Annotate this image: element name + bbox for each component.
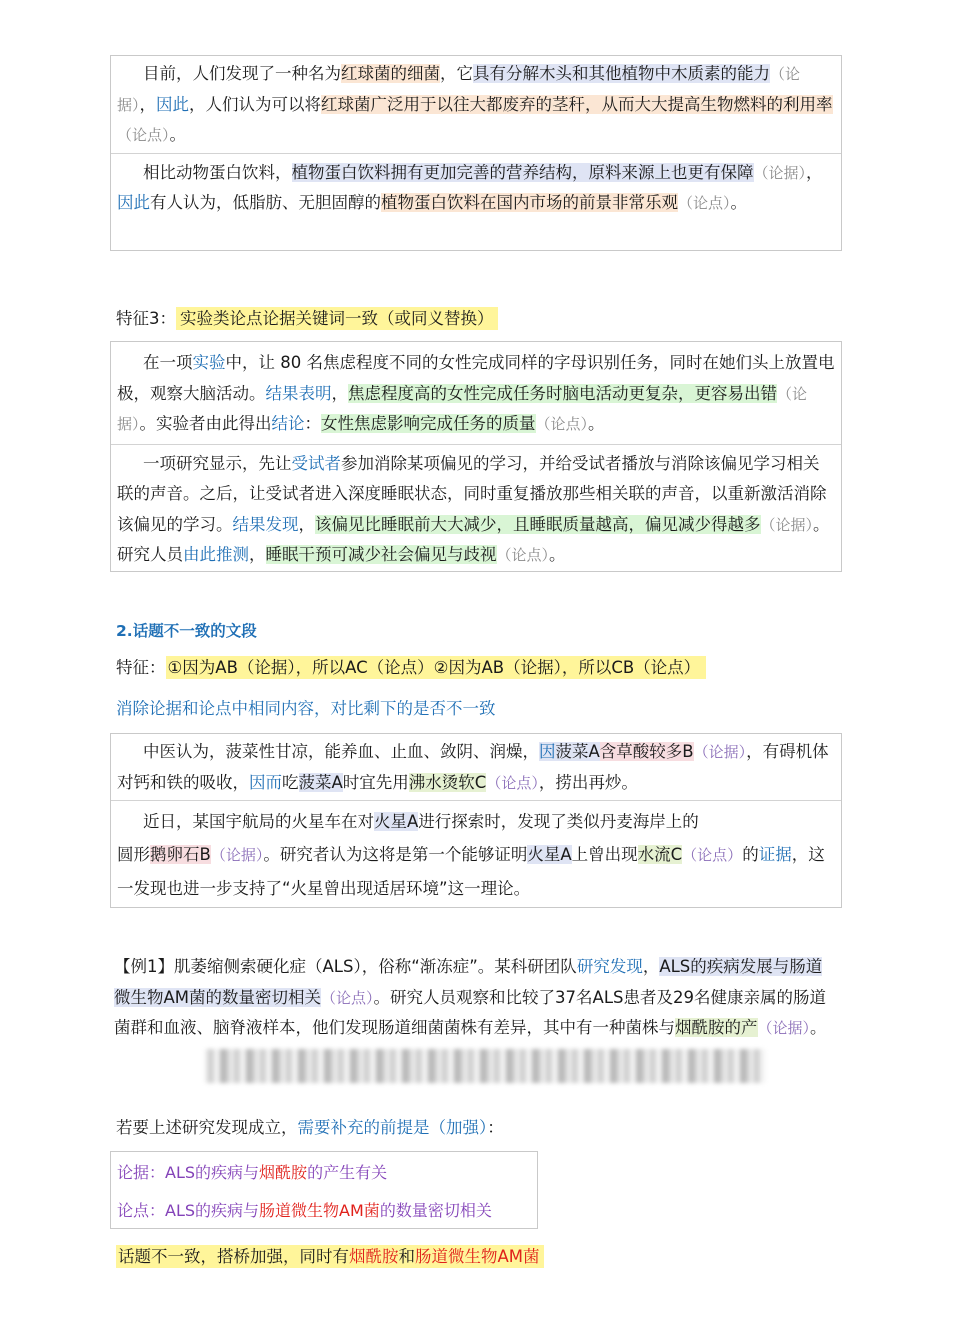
- passage-sleep-bias: 一项研究显示，先让受试者参加消除某项偏见的学习，并给受试者播放与消除该偏见学习相关联的声音。之后，让受试者进入深度睡眠状态，同时重复播放那些相关联的声音，以重新激活消除该偏见的学习。结果发现，该偏见比睡眠前大大减少，且睡眠质量越高，偏见减少得越多（论据）。研究人员由此推测，睡眠干预可减少社会偏见与歧视（论点）。: [111, 444, 841, 571]
- evidence-tag: （论据）: [117, 384, 808, 433]
- passage-spinach: 中医认为，菠菜性甘凉，能养血、止血、敛阴、润燥，因菠菜A含草酸较多B（论据），有碍机体对钙和铁的吸收，因而吃菠菜A时宜先用沸水烫软C（论点），捞出再炒。: [117, 742, 829, 792]
- claim-tag: （论点）: [678, 194, 731, 212]
- claim-tag: （论点）: [486, 773, 539, 792]
- passage-red-bacteria: 目前，人们发现了一种名为红球菌的细菌，它具有分解木头和其他植物中木质素的能力（论据），因此，人们认为可以将红球菌广泛用于以往大都废弃的茎秆，从而大大提高生物燃料的利用率（论点）。: [117, 64, 833, 144]
- summary-evidence: 论据：ALS的疾病与烟酰胺的产生有关: [117, 1163, 388, 1182]
- evidence-tag: （论据）: [117, 65, 801, 114]
- example-box-2: [110, 341, 842, 572]
- passage-anxiety-experiment: 在一项实验中，让 80 名焦虑程度不同的女性完成同样的字母识别任务，同时在她们头上放置电极，观察大脑活动。结果表明，焦虑程度高的女性完成任务时脑电活动更复杂，更容易出错（论据）。实验者由此得出结论：女性焦虑影响完成任务的质量（论点）。: [117, 353, 835, 433]
- evidence-tag: （论据）: [757, 1019, 811, 1037]
- passage-plant-protein: 相比动物蛋白饮料，植物蛋白饮料拥有更加完善的营养结构，原料来源上也更有保障（论据），因此有人认为，低脂肪、无胆固醇的植物蛋白饮料在国内市场的前景非常乐观（论点）。: [111, 153, 841, 219]
- evidence-tag: （论据）: [210, 846, 264, 864]
- claim-tag: （论点）: [535, 415, 589, 433]
- example-box-1: [110, 55, 842, 251]
- evidence-tag: （论据）: [693, 743, 747, 761]
- feature-3-heading: 特征3： 实验类论点论据关键词一致（或同义替换）: [116, 306, 498, 332]
- evidence-tag: （论据）: [760, 515, 814, 534]
- claim-tag: （论点）: [496, 546, 550, 564]
- section-2-feature: 特征： ①因为AB（论据），所以AC（论点）②因为AB（论据），所以CB（论点）: [116, 654, 706, 682]
- section-2-hint: 消除论据和论点中相同内容，对比剩下的是否不一致: [116, 699, 496, 718]
- blurred-region: [205, 1049, 765, 1083]
- claim-tag: （论点）: [321, 988, 374, 1007]
- evidence-tag: （论据）: [753, 163, 807, 182]
- example-box-3: [110, 733, 842, 908]
- passage-mars: 近日，某国宇航局的火星车在对火星A进行探索时，发现了类似丹麦海岸上的 圆形鹅卵石B（论据）。研究者认为这将是第一个能够证明火星A上曾出现水流C（论点）的证据，这一发现也进一步支持了“火星曾出现适居环境”这一理论。: [111, 800, 841, 905]
- claim-tag: （论点）: [117, 126, 170, 144]
- section-2-heading: 2.话题不一致的文段: [116, 622, 257, 640]
- summary-claim: 论点：ALS的疾病与肠道微生物AM菌的数量密切相关: [117, 1201, 492, 1220]
- evidence-claim-summary-box: [110, 1151, 538, 1229]
- premise-line: 若要上述研究发现成立，需要补充的前提是（加强）：: [116, 1118, 504, 1137]
- example-1-question: 【例1】肌萎缩侧索硬化症（ALS），俗称“渐冻症”。某科研团队研究发现，ALS的疾病发展与肠道微生物AM菌的数量密切相关（论点）。研究人员观察和比较了37名ALS患者及29名健康亲属的肠道菌群和血液、脑脊液样本，他们发现肠道细菌菌株有差异，其中有一种菌株与烟酰胺的产（论据）。: [114, 957, 827, 1037]
- conclusion-line: 话题不一致，搭桥加强，同时有烟酰胺和肠道微生物AM菌: [116, 1243, 544, 1271]
- claim-tag: （论点）: [682, 846, 743, 864]
